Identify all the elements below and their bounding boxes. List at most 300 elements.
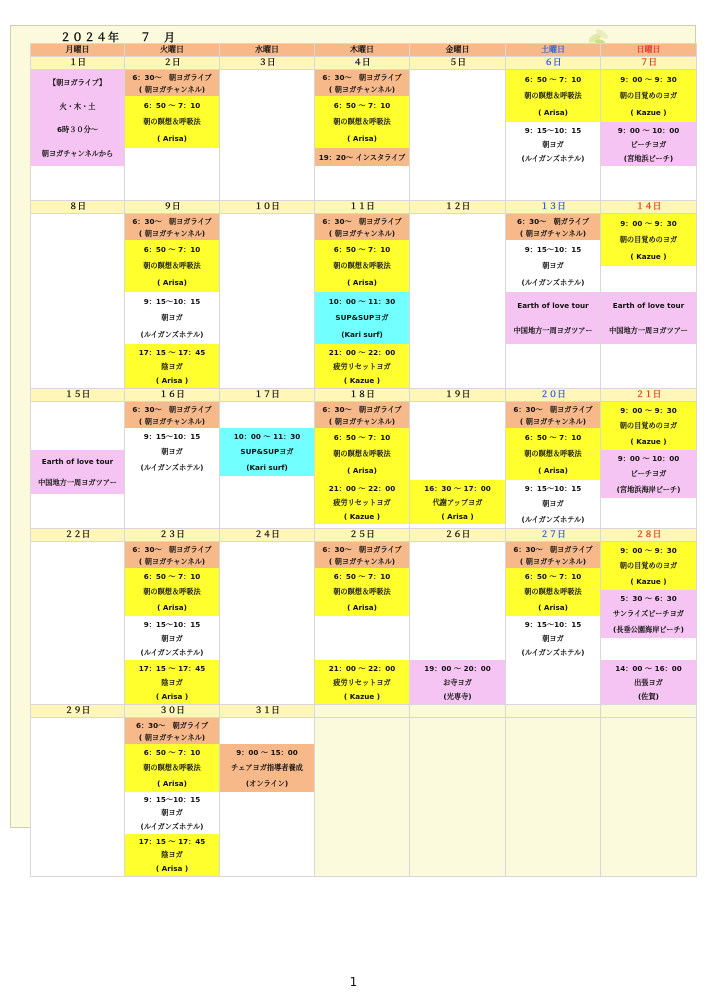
event-line: ( Kazue ) [343, 511, 381, 521]
day-cell [601, 718, 697, 877]
event-line: 朝の瞑想＆呼吸法 [333, 587, 391, 597]
event-line: 朝の目覚めのヨガ [619, 421, 678, 431]
day-cell [125, 718, 220, 877]
calendar-grid [30, 43, 697, 877]
event-line: 6：50 〜 7：10 [143, 100, 201, 110]
event-line: チェアヨガ指導者養成 [231, 763, 303, 773]
date-number: ２６日 [410, 529, 506, 542]
event-line: ( Arisa ) [155, 375, 189, 385]
event-line: 朝の瞑想＆呼吸法 [333, 449, 391, 459]
event-line: 6：30〜 朝ヨガライブ [132, 404, 212, 414]
event-line: 21：00 〜 22：00 [328, 483, 396, 493]
event-line: 朝の瞑想＆呼吸法 [524, 449, 582, 459]
day-cell [125, 214, 220, 389]
event-line: ( 朝ヨガチャンネル) [138, 732, 206, 742]
event-block [125, 718, 219, 744]
event-block [506, 214, 600, 240]
event-line: SUP&SUPヨガ [240, 447, 294, 457]
event-line: 疲労リセットヨガ [333, 361, 391, 371]
day-cell [315, 70, 410, 201]
weekday-sunday: 日曜日 [601, 44, 697, 57]
event-block [125, 744, 219, 792]
spacer-block [220, 718, 314, 744]
day-cell [410, 542, 506, 705]
date-number: １２日 [410, 201, 506, 214]
date-number: １１日 [315, 201, 410, 214]
event-block [125, 292, 219, 344]
event-line: 6：50 〜 7：10 [524, 74, 582, 84]
event-block [125, 344, 219, 388]
event-line: 16：30 〜 17：00 [424, 483, 491, 493]
date-number: ２３日 [125, 529, 220, 542]
event-line: 6：30〜 朝ガライブ [516, 216, 590, 226]
event-line: ( 朝ヨガチャンネル) [519, 556, 587, 566]
event-line: 6：30〜 朝ヨガライブ [322, 544, 402, 554]
event-line: ( 朝ヨガチャンネル) [138, 84, 206, 94]
date-number: ２２日 [31, 529, 125, 542]
date-number: ２８日 [601, 529, 697, 542]
event-line: 中国地方一周ヨガツアー [513, 326, 593, 335]
day-cell [506, 402, 601, 529]
event-line: 9：00 〜 9：30 [620, 546, 677, 556]
date-number: １４日 [601, 201, 697, 214]
event-line: 6：50 〜 7：10 [524, 572, 582, 582]
event-line: サンライズビーチヨガ [613, 609, 684, 619]
events-row [31, 402, 697, 529]
date-number [410, 705, 506, 718]
date-number: ８日 [31, 201, 125, 214]
event-line: 9：00 〜 9：30 [620, 406, 677, 416]
event-line: (ルイガンズホテル) [521, 153, 585, 163]
event-line: 9：00 〜 10：00 [617, 454, 680, 464]
event-block [601, 542, 696, 590]
event-block [601, 402, 696, 450]
event-line: 6：50 〜 7：10 [143, 244, 201, 254]
day-cell [506, 214, 601, 389]
event-block [601, 660, 696, 704]
event-block [315, 240, 409, 292]
day-cell [410, 70, 506, 201]
event-block [506, 428, 600, 480]
day-cell [315, 718, 410, 877]
day-cell [220, 718, 315, 877]
event-block [220, 428, 314, 476]
event-block [315, 568, 409, 616]
event-line: ( 朝ヨガチャンネル) [519, 416, 587, 426]
event-line: 9：15〜10：15 [143, 619, 201, 629]
event-line: 火・木・土 [59, 101, 96, 111]
day-cell [220, 70, 315, 201]
date-number: １０日 [220, 201, 315, 214]
date-number: ６日 [506, 57, 601, 70]
date-number: ２日 [125, 57, 220, 70]
date-number: １８日 [315, 389, 410, 402]
event-line: 5：30 〜 6：30 [620, 594, 677, 604]
spacer-block [220, 402, 314, 428]
event-block [506, 292, 600, 344]
page-number: 1 [349, 975, 358, 989]
event-line: 9：15〜10：15 [143, 432, 201, 442]
event-line: 朝の瞑想＆呼吸法 [524, 91, 582, 101]
event-line: ( Arisa) [538, 466, 568, 476]
day-cell [601, 70, 697, 201]
event-line: 朝の瞑想＆呼吸法 [524, 587, 582, 597]
date-number-row [31, 389, 697, 402]
event-line: 9：00 〜 9：30 [620, 74, 677, 84]
event-line: Earth of love tour [517, 301, 589, 310]
date-number: ３０日 [125, 705, 220, 718]
event-line: ( Arisa ) [155, 691, 189, 701]
day-cell [506, 70, 601, 201]
event-line: (長垂公園海岸ビーチ) [613, 624, 684, 634]
event-block [506, 122, 600, 166]
event-line: ( Kazue ) [630, 252, 667, 262]
event-block [506, 240, 600, 292]
event-line: お寺ヨガ [443, 677, 472, 687]
event-block [601, 214, 696, 266]
event-block [601, 292, 696, 344]
event-line: ( Arisa) [347, 134, 377, 144]
day-cell [125, 542, 220, 705]
event-line: ( Arisa ) [155, 863, 189, 873]
spacer-block [601, 638, 696, 660]
event-line: ( Arisa) [538, 602, 568, 612]
event-line: 朝の目覚めのヨガ [619, 561, 678, 571]
event-block [125, 96, 219, 148]
event-line: 朝の瞑想＆呼吸法 [143, 587, 201, 597]
event-line: (Kari surf) [246, 462, 288, 472]
date-number: ２７日 [506, 529, 601, 542]
date-number: ２９日 [31, 705, 125, 718]
event-line: 6時３０分〜 [57, 125, 98, 135]
day-cell [31, 718, 125, 877]
weekday-tuesday: 火曜日 [125, 44, 220, 57]
event-line: ( Kazue ) [343, 375, 381, 385]
event-line: 9：15〜10：15 [524, 484, 582, 494]
event-line: 6：30〜 朝ヨガライブ [322, 216, 402, 226]
day-cell [31, 70, 125, 201]
weekday-wednesday: 水曜日 [220, 44, 315, 57]
event-line: (ルイガンズホテル) [140, 462, 204, 472]
day-cell [31, 542, 125, 705]
event-block [315, 428, 409, 480]
event-block [315, 96, 409, 148]
event-line: ( 朝ヨガチャンネル) [328, 556, 396, 566]
event-line: 6：30〜 朝ヨガライブ [513, 404, 593, 414]
event-line: 21：00 〜 22：00 [328, 663, 396, 673]
event-line: 10：00 〜 11：30 [328, 296, 396, 306]
event-line: (宮地浜海岸ビーチ) [616, 484, 681, 494]
event-line: 中国地方一周ヨガツアー [609, 326, 688, 335]
event-block [125, 70, 219, 96]
date-number: ５日 [410, 57, 506, 70]
event-block [601, 590, 696, 638]
spacer-block [410, 402, 505, 480]
event-block [601, 450, 696, 498]
date-number: ２１日 [601, 389, 697, 402]
event-line: ( Arisa) [157, 278, 187, 288]
day-cell [410, 214, 506, 389]
date-number: ３１日 [220, 705, 315, 718]
event-line: (ルイガンズホテル) [521, 647, 585, 657]
day-cell [601, 542, 697, 705]
day-cell [31, 214, 125, 389]
date-number-row [31, 201, 697, 214]
event-line: 10：00 〜 11：30 [233, 432, 301, 442]
date-number: ２５日 [315, 529, 410, 542]
day-cell [601, 214, 697, 389]
event-line: ( Arisa) [538, 108, 568, 118]
event-line: 6：30〜 朝ヨガライブ [132, 216, 212, 226]
day-cell [220, 542, 315, 705]
date-number-row [31, 529, 697, 542]
event-line: ビーチヨガ [630, 139, 667, 149]
date-number: １９日 [410, 389, 506, 402]
event-line: 6：30〜 朝ヨガライブ [513, 544, 593, 554]
event-line: 6：50 〜 7：10 [333, 244, 391, 254]
day-cell [125, 402, 220, 529]
event-line: (宮地浜ビーチ) [623, 153, 674, 163]
date-number-row [31, 705, 697, 718]
event-line: ( Arisa) [347, 278, 377, 288]
event-line: 朝ヨガ [161, 447, 183, 457]
event-line: 6：30〜 朝ヨガライブ [132, 544, 212, 554]
date-number [601, 705, 697, 718]
day-cell [506, 718, 601, 877]
day-cell [220, 402, 315, 529]
event-block [315, 402, 409, 428]
event-block [601, 70, 696, 122]
day-cell [410, 718, 506, 877]
event-line: 6：50 〜 7：10 [333, 432, 391, 442]
event-block [315, 344, 409, 388]
event-line: ( Arisa) [157, 778, 187, 788]
weekday-saturday: 土曜日 [506, 44, 601, 57]
event-block [31, 450, 124, 494]
weekday-friday: 金曜日 [410, 44, 506, 57]
event-line: 9：00 〜 10：00 [617, 125, 680, 135]
date-number: ４日 [315, 57, 410, 70]
event-line: 17：15 〜 17：45 [138, 663, 206, 673]
event-line: 14：00 〜 16：00 [615, 663, 682, 673]
day-cell [506, 542, 601, 705]
date-number: ９日 [125, 201, 220, 214]
event-block [125, 214, 219, 240]
event-line: 21：00 〜 22：00 [328, 347, 396, 357]
event-block [315, 292, 409, 344]
day-cell [125, 70, 220, 201]
event-block [410, 480, 505, 524]
event-line: ( Kazue ) [630, 576, 667, 586]
date-number: １３日 [506, 201, 601, 214]
event-block [220, 744, 314, 792]
event-line: 朝の瞑想＆呼吸法 [333, 261, 391, 271]
event-line: 6：30〜 朝ヨガライブ [322, 404, 402, 414]
event-block [125, 792, 219, 834]
event-line: ( Arisa) [347, 466, 377, 476]
event-line: ( 朝ヨガチャンネル) [138, 228, 206, 238]
day-cell [315, 214, 410, 389]
event-line: (佐賀) [638, 691, 659, 701]
event-line: (オンライン) [245, 778, 289, 788]
calendar-year: ２０２４年 [60, 31, 120, 44]
event-line: ( 朝ヨガチャンネル) [328, 416, 396, 426]
event-block [125, 660, 219, 704]
event-line: ( Arisa) [347, 602, 377, 612]
event-line: 9：15〜10：15 [524, 619, 582, 629]
weekday-thursday: 木曜日 [315, 44, 410, 57]
spacer-block [410, 542, 505, 660]
event-line: (ルイガンズホテル) [140, 330, 204, 340]
events-row [31, 542, 697, 705]
event-block [31, 70, 124, 166]
event-line: 朝の瞑想＆呼吸法 [143, 763, 201, 773]
event-line: 陰ヨガ [161, 850, 183, 860]
event-line: ビーチヨガ [630, 469, 667, 479]
event-line: 6：50 〜 7：10 [524, 432, 582, 442]
event-block [506, 70, 600, 122]
event-block [410, 660, 505, 704]
event-line: 代謝アップヨガ [432, 497, 483, 507]
date-number-row [31, 57, 697, 70]
day-cell [315, 402, 410, 529]
event-line: ( Arisa ) [441, 511, 474, 521]
event-line: 朝の瞑想＆呼吸法 [333, 117, 391, 127]
event-block [315, 542, 409, 568]
event-line: 出張ヨガ [634, 677, 663, 687]
calendar-month: ７ 月 [140, 31, 176, 44]
event-block [506, 480, 600, 528]
event-line: ( 朝ヨガチャンネル) [138, 416, 206, 426]
event-line: 陰ヨガ [161, 361, 183, 371]
events-row [31, 70, 697, 201]
events-row [31, 718, 697, 877]
event-line: 6：50 〜 7：10 [143, 748, 201, 758]
event-block [315, 660, 409, 704]
event-block [315, 70, 409, 96]
event-line: ( 朝ヨガチャンネル) [519, 228, 587, 238]
event-block [315, 480, 409, 524]
event-line: 朝の瞑想＆呼吸法 [143, 117, 201, 127]
event-line: 【朝ヨガライブ】 [48, 78, 107, 88]
event-block [125, 240, 219, 292]
event-line: 9：15〜10：15 [143, 795, 201, 805]
event-line: 朝の目覚めのヨガ [619, 235, 678, 245]
event-block [125, 428, 219, 476]
spacer-block [315, 616, 409, 660]
event-block [315, 214, 409, 240]
event-line: 朝ヨガ [542, 633, 564, 643]
event-line: (ルイガンズホテル) [140, 647, 204, 657]
spacer-block [31, 402, 124, 450]
day-cell [31, 402, 125, 529]
date-number: １５日 [31, 389, 125, 402]
event-line: 朝ヨガ [161, 313, 183, 323]
event-line: ( Kazue ) [630, 108, 667, 118]
event-block [125, 616, 219, 660]
weekday-header-row [31, 44, 697, 57]
event-block [125, 568, 219, 616]
date-number: １６日 [125, 389, 220, 402]
day-cell [315, 542, 410, 705]
event-line: (ルイガンズホテル) [521, 514, 585, 524]
event-line: ( Arisa) [157, 134, 187, 144]
event-line: ( Kazue ) [343, 691, 381, 701]
event-line: Earth of love tour [612, 301, 685, 310]
event-line: (ルイガンズホテル) [140, 821, 204, 831]
event-block [506, 568, 600, 616]
event-block [125, 834, 219, 876]
date-number: ２４日 [220, 529, 315, 542]
event-line: 9：00 〜 15：00 [236, 748, 298, 758]
event-line: 19：20〜 インスタライブ [318, 152, 406, 162]
event-block [506, 542, 600, 568]
day-cell [601, 402, 697, 529]
event-line: 6：50 〜 7：10 [143, 572, 201, 582]
event-line: 6：30〜 朝ヨガライブ [322, 72, 402, 82]
event-line: 9：15〜10：15 [524, 125, 582, 135]
event-block [601, 122, 696, 166]
date-number: １７日 [220, 389, 315, 402]
day-cell [220, 214, 315, 389]
event-line: (光専寺) [443, 691, 472, 701]
weekday-monday: 月曜日 [31, 44, 125, 57]
event-line: 6：30〜 朝ガライブ [135, 720, 209, 730]
event-line: 朝ヨガ [161, 808, 183, 818]
event-line: 朝ヨガ [542, 499, 564, 509]
spacer-block [601, 266, 696, 292]
date-number [315, 705, 410, 718]
day-cell [410, 402, 506, 529]
event-line: ( 朝ヨガチャンネル) [138, 556, 206, 566]
event-line: ( Kazue ) [630, 436, 667, 446]
date-number: ７日 [601, 57, 697, 70]
event-line: 17：15 〜 17：45 [138, 347, 206, 357]
date-number [506, 705, 601, 718]
event-line: 17：15 〜 17：45 [138, 837, 206, 847]
events-row [31, 214, 697, 389]
event-line: ( 朝ヨガチャンネル) [328, 84, 396, 94]
event-block [506, 402, 600, 428]
event-line: 朝ヨガ [542, 261, 564, 271]
event-line: (ルイガンズホテル) [521, 278, 585, 288]
event-line: 疲労リセットヨガ [333, 677, 391, 687]
date-number: ３日 [220, 57, 315, 70]
event-line: 朝ヨガチャンネルから [41, 148, 114, 158]
event-line: ( 朝ヨガチャンネル) [328, 228, 396, 238]
event-line: 9：15〜10：15 [143, 296, 201, 306]
event-line: SUP&SUPヨガ [335, 313, 389, 323]
date-number: １日 [31, 57, 125, 70]
event-line: 9：15〜10：15 [524, 244, 582, 254]
event-line: 朝ヨガ [161, 633, 183, 643]
event-line: 6：50 〜 7：10 [333, 100, 391, 110]
date-number: ２０日 [506, 389, 601, 402]
event-line: 中国地方一周ヨガツアー [38, 478, 117, 487]
event-line: 9：00 〜 9：30 [620, 218, 677, 228]
calendar-body [31, 57, 697, 877]
event-line: 19：00 〜 20：00 [424, 663, 491, 673]
event-line: 6：50 〜 7：10 [333, 572, 391, 582]
event-line: Earth of love tour [41, 457, 114, 466]
event-block [315, 148, 409, 166]
event-block [506, 616, 600, 660]
event-line: 陰ヨガ [161, 677, 183, 687]
event-line: (Kari surf) [341, 330, 383, 340]
event-line: ( Arisa) [157, 602, 187, 612]
event-line: 朝の目覚めのヨガ [619, 91, 678, 101]
event-line: 疲労リセットヨガ [333, 497, 391, 507]
